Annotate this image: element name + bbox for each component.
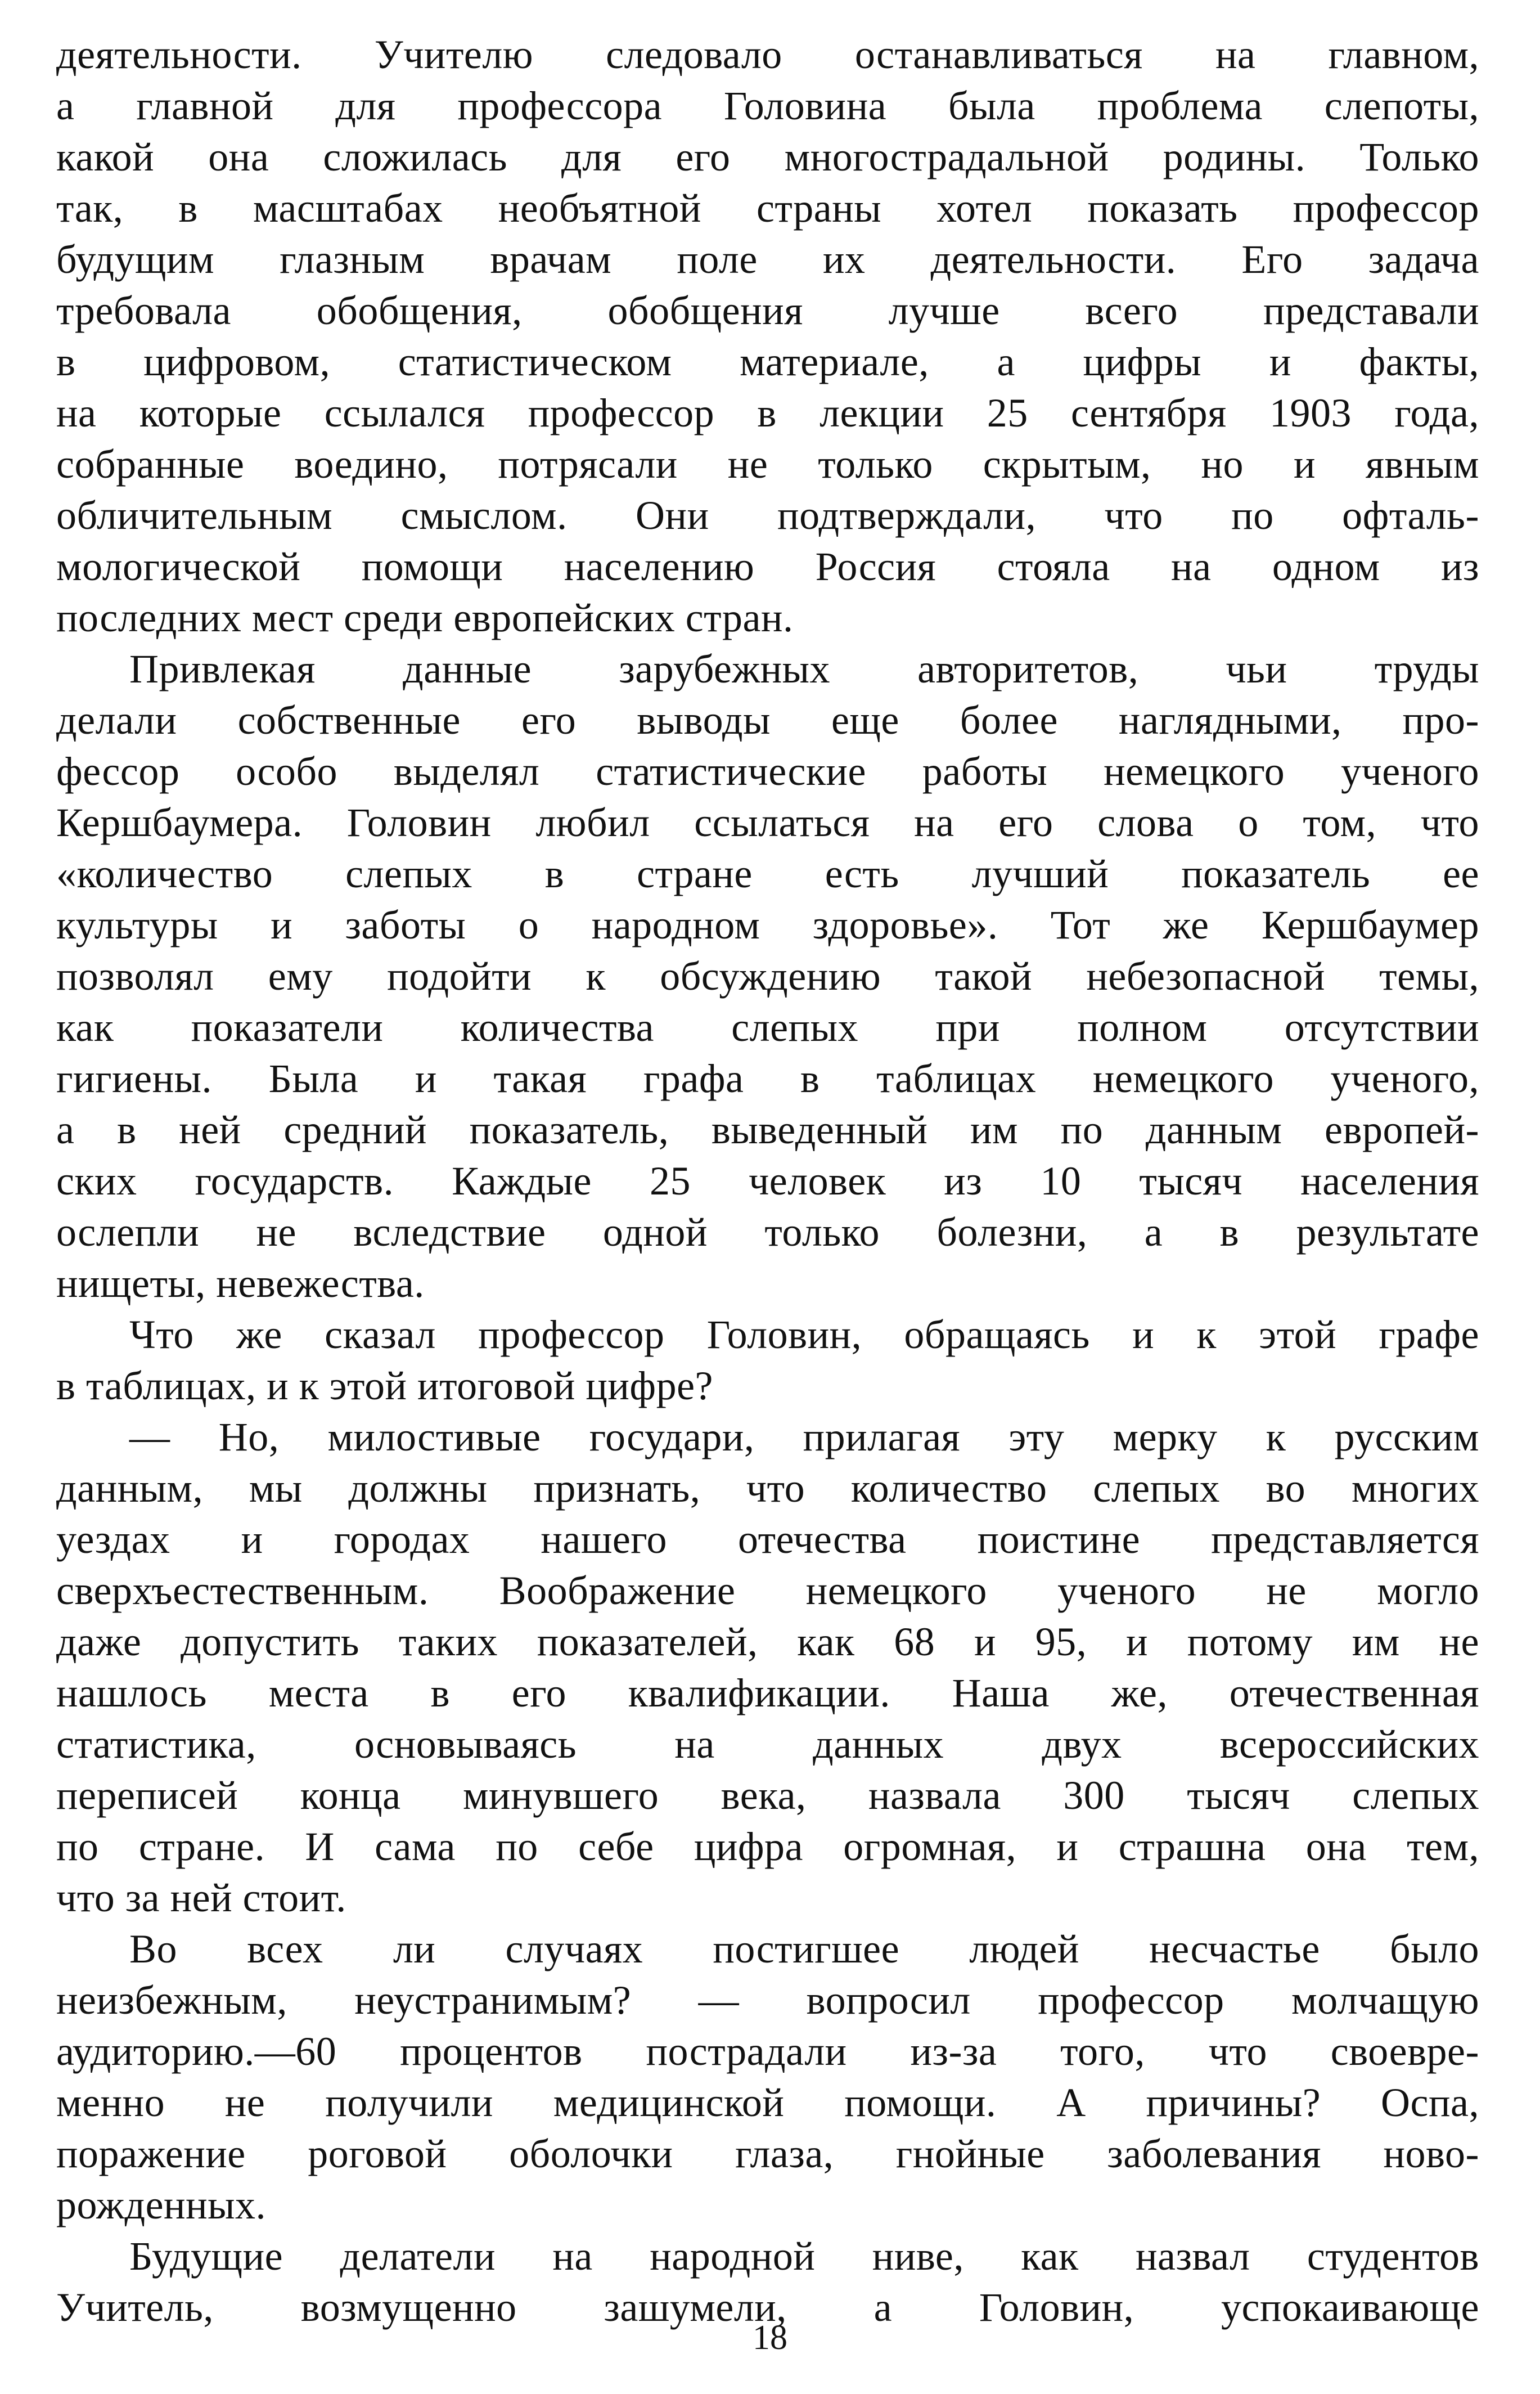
text-line: обличительным смыслом. Они подтверждали, что по офталь-: [56, 493, 1479, 538]
text-line: рожденных.: [56, 2182, 266, 2227]
text-line: деятельности. Учителю следовало останавливаться на главном,: [56, 32, 1479, 77]
text-line: по стране. И сама по себе цифра огромная, и страшна она тем,: [56, 1824, 1479, 1869]
text-line: Будущие делатели на народной ниве, как назвал студентов: [129, 2234, 1479, 2279]
text-line: Учитель, возмущенно зашумели, а Головин, успокаивающе: [56, 2285, 1479, 2330]
text-line: Во всех ли случаях постигшее людей несчастье было: [129, 1926, 1479, 1971]
text-line: данным, мы должны признать, что количество слепых во многих: [56, 1466, 1479, 1511]
text-line: ских государств. Каждые 25 человек из 10 тысяч населения: [56, 1158, 1479, 1203]
text-line: в таблицах, и к этой итоговой цифре?: [56, 1363, 713, 1408]
paragraph: [56, 1924, 1479, 2231]
text-line: ослепли не вследствие одной только болезни, а в результате: [56, 1210, 1479, 1255]
text-line: — Но, милостивые государи, прилагая эту мерку к русским: [129, 1414, 1479, 1459]
text-line: а главной для профессора Головина была проблема слепоты,: [56, 83, 1479, 128]
text-line: неизбежным, неустранимым? — вопросил профессор молчащую: [56, 1978, 1479, 2023]
paragraph: [56, 29, 1479, 644]
text-line: гигиены. Была и такая графа в таблицах немецкого ученого,: [56, 1056, 1479, 1101]
paragraph: [56, 1309, 1479, 1412]
text-line: даже допустить таких показателей, как 68 и 95, и потому им не: [56, 1619, 1479, 1664]
text-line: фессор особо выделял статистические работы немецкого ученого: [56, 749, 1479, 794]
text-line: что за ней стоит.: [56, 1875, 346, 1920]
text-line: будущим глазным врачам поле их деятельности. Его задача: [56, 237, 1479, 282]
body-text: [56, 29, 1479, 2333]
text-line: делали собственные его выводы еще более наглядными, про-: [56, 698, 1479, 743]
text-line: уездах и городах нашего отечества поистине представляется: [56, 1517, 1479, 1562]
text-line: менно не получили медицинской помощи. А причины? Оспа,: [56, 2080, 1479, 2125]
text-line: нашлось места в его квалификации. Наша же, отечественная: [56, 1670, 1479, 1715]
text-line: поражение роговой оболочки глаза, гнойные заболевания ново-: [56, 2131, 1479, 2176]
text-line: Привлекая данные зарубежных авторитетов, чьи труды: [129, 646, 1479, 691]
text-line: сверхъестественным. Воображение немецкого ученого не могло: [56, 1568, 1479, 1613]
text-line: переписей конца минувшего века, назвала 300 тысяч слепых: [56, 1773, 1479, 1818]
text-line: аудиторию.—60 процентов пострадали из-за того, что своевре-: [56, 2029, 1479, 2074]
text-line: в цифровом, статистическом материале, а цифры и факты,: [56, 339, 1479, 384]
text-line: Что же сказал профессор Головин, обращаясь и к этой графе: [129, 1312, 1479, 1357]
text-line: позволял ему подойти к обсуждению такой небезопасной темы,: [56, 954, 1479, 999]
text-line: Кершбаумера. Головин любил ссылаться на его слова о том, что: [56, 800, 1479, 845]
text-line: так, в масштабах необъятной страны хотел показать профессор: [56, 186, 1479, 231]
text-line: статистика, основываясь на данных двух всероссийских: [56, 1722, 1479, 1767]
text-line: требовала обобщения, обобщения лучше всего представали: [56, 288, 1479, 333]
text-line: «количество слепых в стране есть лучший показатель ее: [56, 851, 1479, 896]
text-line: последних мест среди европейских стран.: [56, 595, 794, 640]
text-line: собранные воедино, потрясали не только скрытым, но и явным: [56, 442, 1479, 487]
text-line: культуры и заботы о народном здоровье». Тот же Кершбаумер: [56, 902, 1479, 947]
text-line: нищеты, невежества.: [56, 1261, 425, 1306]
text-line: какой она сложилась для его многострадальной родины. Только: [56, 134, 1479, 179]
text-line: как показатели количества слепых при полном отсутствии: [56, 1005, 1479, 1050]
paragraph: [56, 1412, 1479, 1924]
text-line: а в ней средний показатель, выведенный им по данным европей-: [56, 1107, 1479, 1152]
text-line: мологической помощи населению Россия стояла на одном из: [56, 544, 1479, 589]
page-number: 18: [753, 2319, 787, 2357]
paragraph: [56, 644, 1479, 1309]
text-line: на которые ссылался профессор в лекции 25 сентября 1903 года,: [56, 390, 1479, 435]
